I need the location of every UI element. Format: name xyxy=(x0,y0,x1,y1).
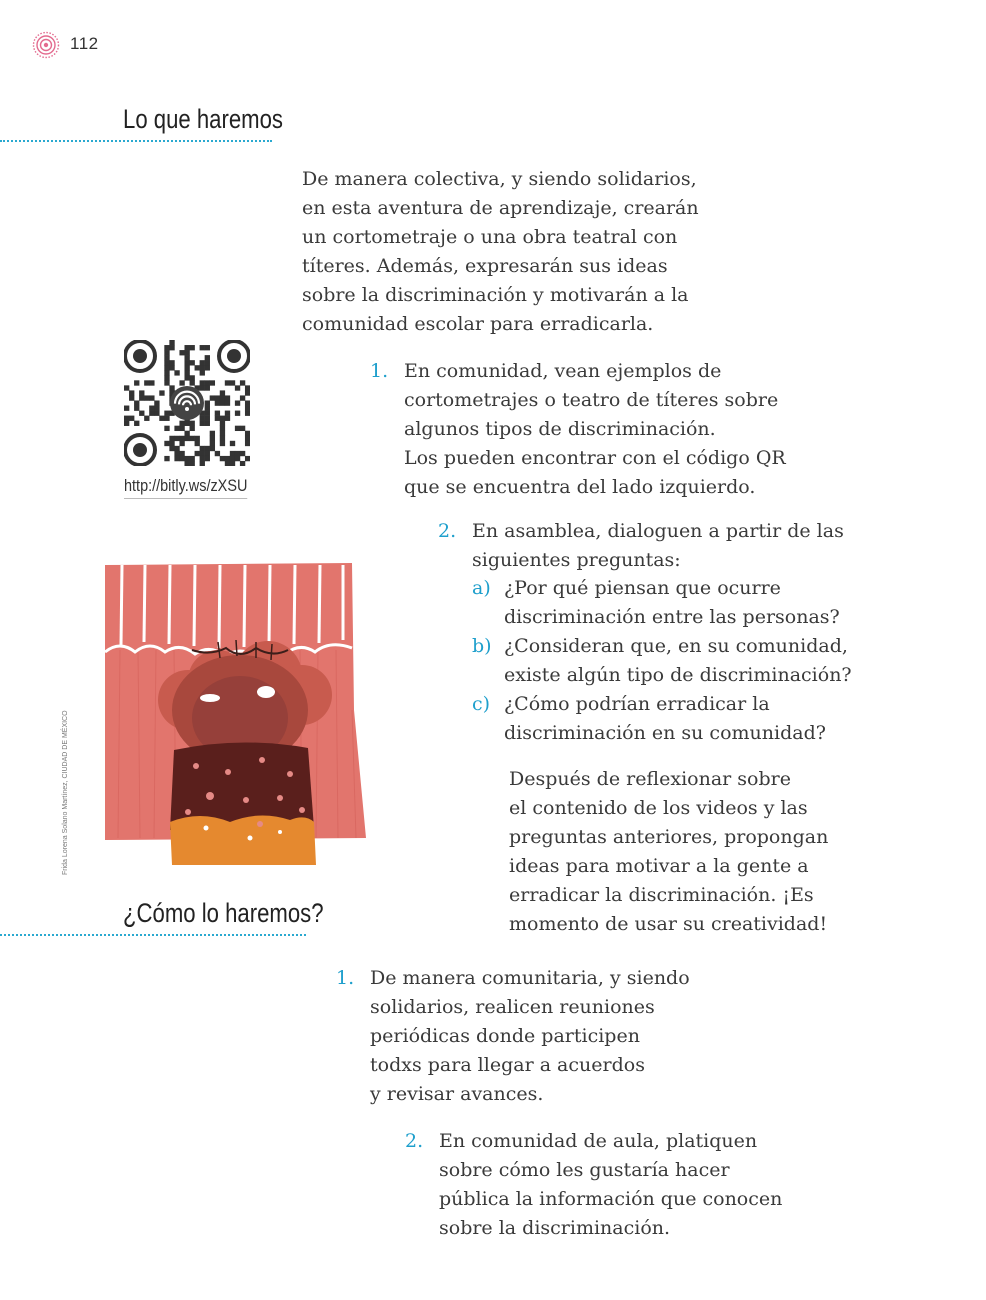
list-item-step-2 xyxy=(438,517,878,575)
heading-divider xyxy=(0,934,306,936)
reflection-line: ideas para motivar a la gente a xyxy=(509,855,809,877)
question-letter: b) xyxy=(472,635,492,657)
step-line: En comunidad, vean ejemplos de xyxy=(404,360,722,382)
intro-line: sobre la discriminación y motivarán a la xyxy=(302,284,689,306)
question-line: ¿Consideran que, en su comunidad, xyxy=(504,635,848,657)
list-item-step-1 xyxy=(370,357,810,502)
question-line: discriminación entre las personas? xyxy=(504,606,840,628)
step-line: solidarios, realicen reuniones xyxy=(370,996,655,1018)
question-letter: a) xyxy=(472,577,491,599)
puppet-illustration xyxy=(100,560,370,870)
step-line: periódicas donde participen xyxy=(370,1025,640,1047)
question-b xyxy=(472,632,892,690)
page-number: 112 xyxy=(70,34,99,53)
question-line: discriminación en su comunidad? xyxy=(504,722,826,744)
step-number: 1. xyxy=(336,967,355,989)
intro-line: en esta aventura de aprendizaje, crearán xyxy=(302,197,699,219)
intro-paragraph xyxy=(302,165,762,339)
intro-line: un cortometraje o una obra teatral con xyxy=(302,226,678,248)
intro-line: títeres. Además, expresarán sus ideas xyxy=(302,255,668,277)
step-line: pública la información que conocen xyxy=(439,1188,783,1210)
step-number: 1. xyxy=(370,360,389,382)
question-letter: c) xyxy=(472,693,491,715)
step-number: 2. xyxy=(405,1130,424,1152)
list-item-how-step-1 xyxy=(336,964,756,1109)
step-line: algunos tipos de discriminación. xyxy=(404,418,716,440)
step-line: En comunidad de aula, platiquen xyxy=(439,1130,758,1152)
concentric-circle-icon xyxy=(32,31,60,59)
step-line: sobre cómo les gustaría hacer xyxy=(439,1159,730,1181)
intro-line: comunidad escolar para erradicarla. xyxy=(302,313,654,335)
reflection-line: erradicar la discriminación. ¡Es xyxy=(509,884,814,906)
step-line: En asamblea, dialoguen a partir de las xyxy=(472,520,844,542)
step-line: De manera comunitaria, y siendo xyxy=(370,967,690,989)
section-heading-lo-que-haremos: Lo que haremos xyxy=(123,104,284,134)
step-line: todxs para llegar a acuerdos xyxy=(370,1054,645,1076)
step-line: cortometrajes o teatro de títeres sobre xyxy=(404,389,779,411)
list-item-how-step-2 xyxy=(405,1127,845,1243)
qr-code-icon[interactable] xyxy=(124,340,250,466)
reflection-paragraph xyxy=(509,765,909,939)
qr-url-link[interactable]: http://bitly.ws/zXSU xyxy=(124,476,247,499)
step-line: y revisar avances. xyxy=(370,1083,544,1105)
question-a xyxy=(472,574,892,632)
question-line: ¿Por qué piensan que ocurre xyxy=(504,577,781,599)
intro-line: De manera colectiva, y siendo solidarios, xyxy=(302,168,697,190)
reflection-line: preguntas anteriores, propongan xyxy=(509,826,829,848)
question-line: ¿Cómo podrían erradicar la xyxy=(504,693,770,715)
question-c xyxy=(472,690,892,748)
step-line: Los pueden encontrar con el código QR xyxy=(404,447,786,469)
step-line: sobre la discriminación. xyxy=(439,1217,671,1239)
reflection-line: el contenido de los videos y las xyxy=(509,797,808,819)
section-heading-como-lo-haremos: ¿Cómo lo haremos? xyxy=(123,898,324,928)
reflection-line: Después de reflexionar sobre xyxy=(509,768,791,790)
step-number: 2. xyxy=(438,520,457,542)
illustration-credit: Frida Lorena Solano Martínez, CIUDAD DE MÉXICO xyxy=(62,710,69,875)
question-line: existe algún tipo de discriminación? xyxy=(504,664,852,686)
reflection-line: momento de usar su creatividad! xyxy=(509,913,828,935)
heading-divider xyxy=(0,140,272,142)
step-line: que se encuentra del lado izquierdo. xyxy=(404,476,756,498)
step-line: siguientes preguntas: xyxy=(472,549,681,571)
